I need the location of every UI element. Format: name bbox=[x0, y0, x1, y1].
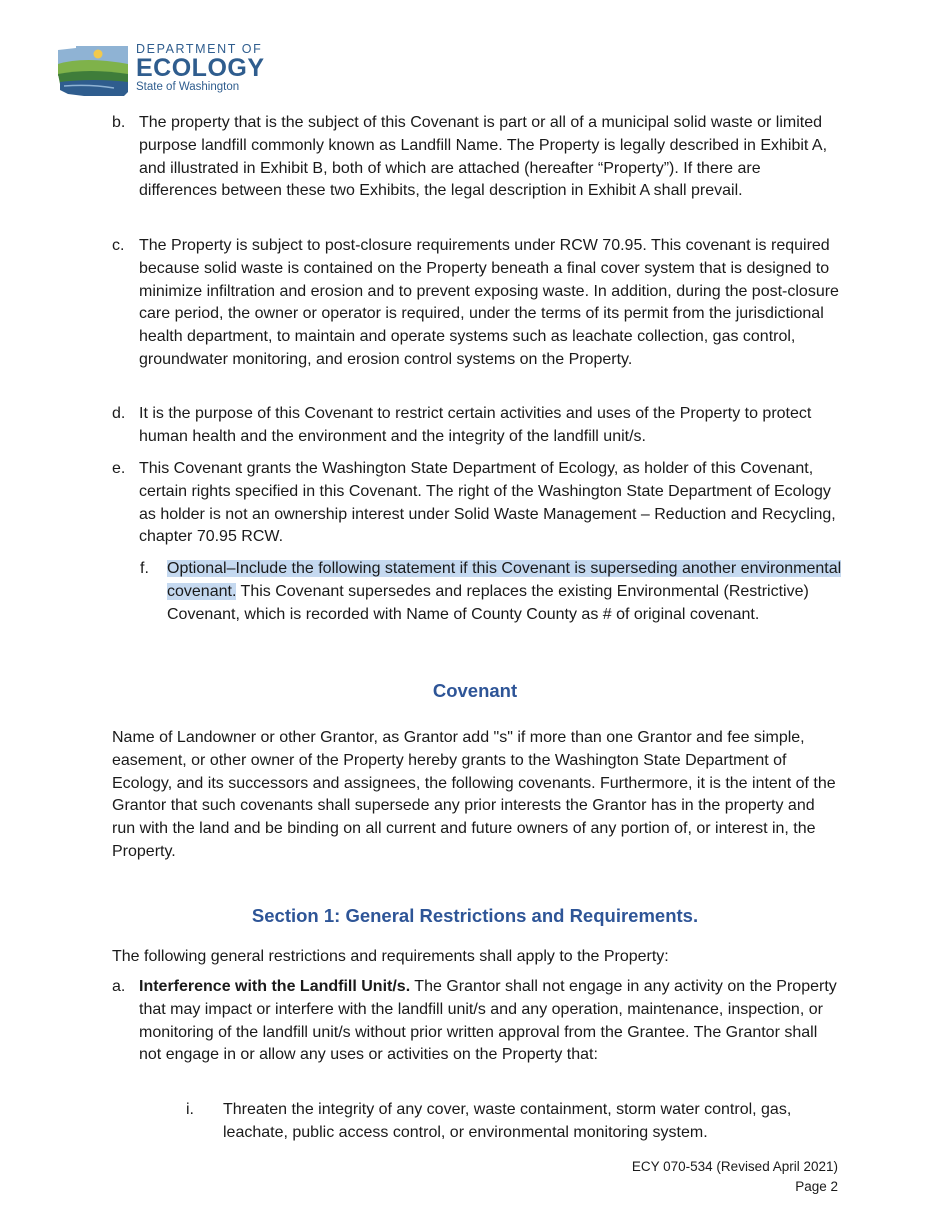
form-number: ECY 070-534 (Revised April 2021) bbox=[631, 1159, 838, 1174]
list-text: The Property is subject to post-closure requirements under RCW 70.95. This covenant is required because solid waste is contained on the Property beneath a final cover system that is designed to minimize infiltration and erosion and to prevent exposing waste. In addition, during the post-closure care period, the owner or operator is required, under the terms of its permit from the jurisdictional health department, to maintain and operate systems such as leachate collection, gas control, groundwater monitoring, and erosion control systems on the Property. bbox=[139, 237, 839, 368]
highlighted-instruction[interactable]: Optional–Include the following statement if this Covenant is superseding another environmental covenant. bbox=[167, 560, 842, 600]
section-1-intro: The following general restrictions and requirements shall apply to the Property: bbox=[112, 948, 669, 965]
list-text bbox=[139, 976, 839, 1067]
list-label: b. bbox=[112, 114, 126, 131]
list-text-rest: This Covenant supersedes and replaces the existing Environmental (Restrictive) Covenant, which is recorded with Name of County County as # of original covenant. bbox=[167, 582, 809, 623]
list-text: The property that is the subject of this Covenant is part or all of a municipal solid waste or limited purpose landfill commonly known as Landfill Name. The Property is legally described in Exhibit A, and illustrated in Exhibit B, both of which are attached (hereafter “Property”). If there are differences between these two Exhibits, the legal description in Exhibit A shall prevail. bbox=[139, 114, 828, 200]
item-a-text: The Grantor shall not engage in any activity on the Property that may impact or interfere with the landfill unit/s and any operation, maintenance, inspection, or monitoring of the landfill unit/s without prior written approval from the Grantee. The Grantor shall not engage in or allow any uses or activities on the Property that: bbox=[139, 978, 837, 1064]
list-label: d. bbox=[112, 405, 126, 422]
item-a-title: Interference with the Landfill Unit/s. bbox=[139, 978, 411, 995]
washington-state-icon bbox=[54, 42, 130, 102]
list-text bbox=[167, 558, 842, 626]
list-text: Threaten the integrity of any cover, waste containment, storm water control, gas, leachate, public access control, or environmental monitoring system. bbox=[223, 1101, 792, 1141]
ecology-logo bbox=[54, 42, 264, 104]
list-label: c. bbox=[112, 237, 125, 254]
logo-line-department: DEPARTMENT OF bbox=[136, 42, 263, 56]
page-number: Page 2 bbox=[795, 1179, 838, 1194]
section-1-heading: Section 1: General Restrictions and Requirements. bbox=[251, 905, 699, 926]
list-text: It is the purpose of this Covenant to restrict certain activities and uses of the Property to protect human health and the environment and the integrity of the landfill unit/s. bbox=[139, 405, 812, 445]
logo-line-ecology: ECOLOGY bbox=[136, 54, 265, 82]
list-label: e. bbox=[112, 460, 126, 477]
page-footer bbox=[632, 1157, 838, 1197]
list-label: a. bbox=[112, 978, 126, 995]
list-label: i. bbox=[186, 1101, 194, 1118]
list-text: This Covenant grants the Washington State Department of Ecology, as holder of this Covenant, certain rights specified in this Covenant. The right of the Washington State Department of Ecology as holder is not an ownership interest under Solid Waste Management – Reduction and Recycling, chapter 70.95 RCW. bbox=[139, 460, 836, 546]
list-label: f. bbox=[140, 560, 149, 577]
covenant-body: Name of Landowner or other Grantor, as Grantor add "s" if more than one Grantor and fee simple, easement, or other owner of the Property hereby grants to the Washington State Department of Ecology, and its successors and assignees, the following covenants. Furthermore, it is the intent of the Grantor that such covenants shall supersede any prior interests the Grantor has in the property and run with the land and be binding on all current and future owners of any portion of, or interest in, the Property. bbox=[112, 729, 836, 860]
logo-line-state: State of Washington bbox=[136, 81, 240, 93]
covenant-heading: Covenant bbox=[432, 680, 518, 701]
